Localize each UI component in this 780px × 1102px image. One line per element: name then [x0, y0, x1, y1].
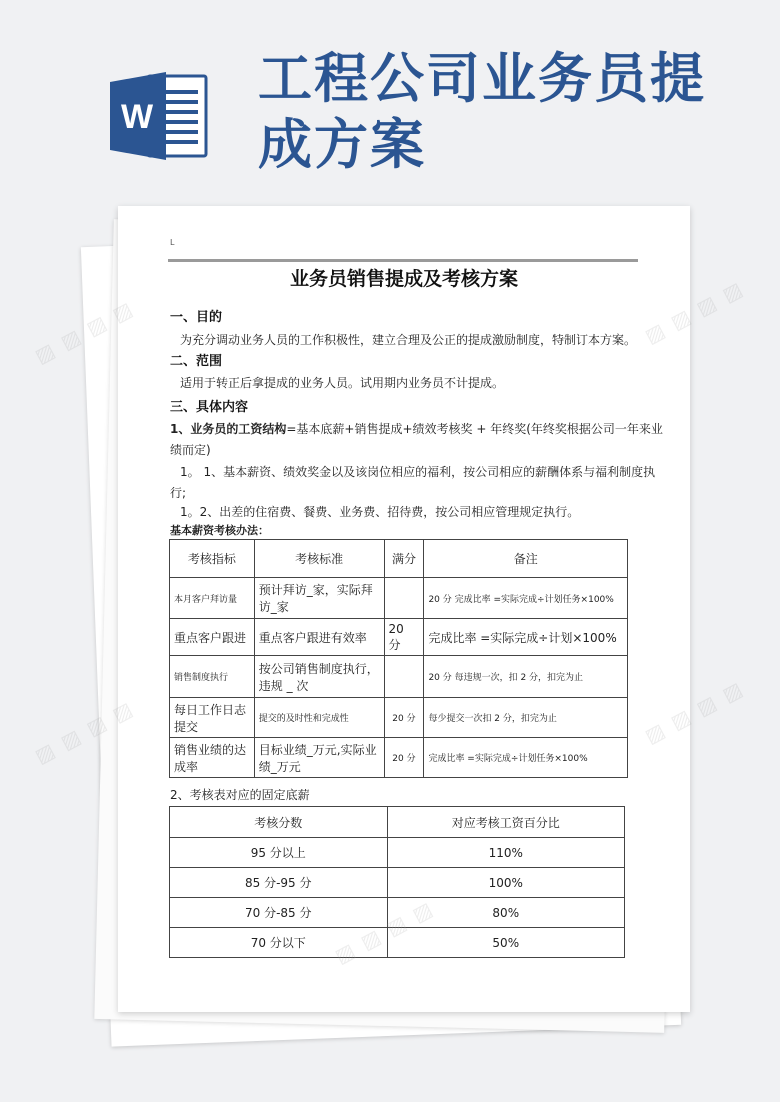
table-header-cell: 对应考核工资百分比 — [387, 807, 624, 838]
table-header-cell: 考核指标 — [170, 540, 255, 578]
table-cell: 95 分以上 — [170, 838, 388, 868]
watermark: ▨ ▨ ▨ ▨ — [30, 695, 138, 769]
table-cell — [384, 656, 424, 698]
section-text: 绩而定) — [170, 443, 211, 457]
table-cell: 20 分 — [384, 698, 424, 738]
section-heading: 一、目的 — [170, 310, 223, 325]
table-caption: 2、考核表对应的固定底薪 — [170, 788, 310, 802]
table-cell: 每少提交一次扣 2 分，扣完为止 — [424, 698, 628, 738]
watermark: ▨ ▨ — [30, 323, 87, 369]
table-cell: 110% — [387, 838, 624, 868]
table-header-cell: 考核标准 — [254, 540, 384, 578]
table-cell: 70 分-85 分 — [170, 898, 388, 928]
table-cell: 重点客户跟进有效率 — [254, 619, 384, 656]
table-header-cell: 备注 — [424, 540, 628, 578]
document-title: 业务员销售提成及考核方案 — [289, 268, 518, 290]
salary-structure-text: =基本底薪+销售提成+绩效考核奖 + 年终奖(年终奖根据公司一年来业 — [286, 422, 663, 436]
watermark: ▨ ▨ ▨ ▨ — [640, 675, 748, 749]
word-logo-icon — [110, 68, 210, 164]
table-cell: 每日工作日志提交 — [170, 698, 255, 738]
section-heading: 二、范围 — [170, 354, 223, 369]
section-text: 为充分调动业务人员的工作积极性，建立合理及公正的提成激励制度，特制订本方案。 — [180, 333, 637, 347]
table-cell: 20 分 — [384, 619, 424, 656]
table-cell: 70 分以下 — [170, 928, 388, 958]
table-cell: 80% — [387, 898, 624, 928]
salary-percentage-table — [169, 806, 625, 958]
section-text: 行; — [170, 486, 187, 500]
table-cell: 本月客户拜访量 — [170, 578, 255, 619]
svg-text:W: W — [120, 98, 154, 136]
table-cell: 重点客户跟进 — [170, 619, 255, 656]
salary-structure-line — [170, 420, 663, 437]
section-heading: 三、具体内容 — [170, 400, 249, 415]
table-cell: 目标业绩_万元,实际业绩_万元 — [254, 738, 384, 778]
table-cell: 20 分 — [384, 738, 424, 778]
table-cell: 完成比率 =实际完成÷计划×100% — [424, 619, 628, 656]
section-text: 适用于转正后拿提成的业务人员。试用期内业务员不计提成。 — [180, 376, 505, 390]
table-header-cell: 考核分数 — [170, 807, 388, 838]
corner-mark: L — [170, 238, 175, 247]
table-cell: 20 分 每违规一次，扣 2 分，扣完为止 — [424, 656, 628, 698]
section-text: 1。 1、基本薪资、绩效奖金以及该岗位相应的福利，按公司相应的薪酬体系与福利制度执 — [180, 465, 656, 479]
table-cell: 销售制度执行 — [170, 656, 255, 698]
table-cell: 85 分-95 分 — [170, 868, 388, 898]
watermark: ▨ ▨ ▨ ▨ — [640, 275, 748, 349]
section-text: 1。2、出差的住宿费、餐费、业务费、招待费，按公司相应管理规定执行。 — [180, 505, 580, 519]
table-cell: 销售业绩的达成率 — [170, 738, 255, 778]
table-cell: 50% — [387, 928, 624, 958]
table-cell — [384, 578, 424, 619]
table-cell: 按公司销售制度执行，违规 _ 次 — [254, 656, 384, 698]
table-cell: 20 分 完成比率 =实际完成÷计划任务×100% — [424, 578, 628, 619]
table-header-cell: 满分 — [384, 540, 424, 578]
table-cell: 提交的及时性和完成性 — [254, 698, 384, 738]
salary-structure-label: 1、业务员的工资结构 — [170, 422, 287, 436]
table-cell: 完成比率 =实际完成÷计划任务×100% — [424, 738, 628, 778]
table-cell: 预计拜访_家，实际拜访_家 — [254, 578, 384, 619]
document-page — [118, 206, 690, 1012]
banner-title: 工程公司业务员提成方案 — [258, 47, 706, 176]
table-caption: 基本薪资考核办法： — [170, 524, 269, 537]
assessment-table — [169, 539, 628, 778]
header-rule — [168, 259, 638, 262]
table-cell: 100% — [387, 868, 624, 898]
